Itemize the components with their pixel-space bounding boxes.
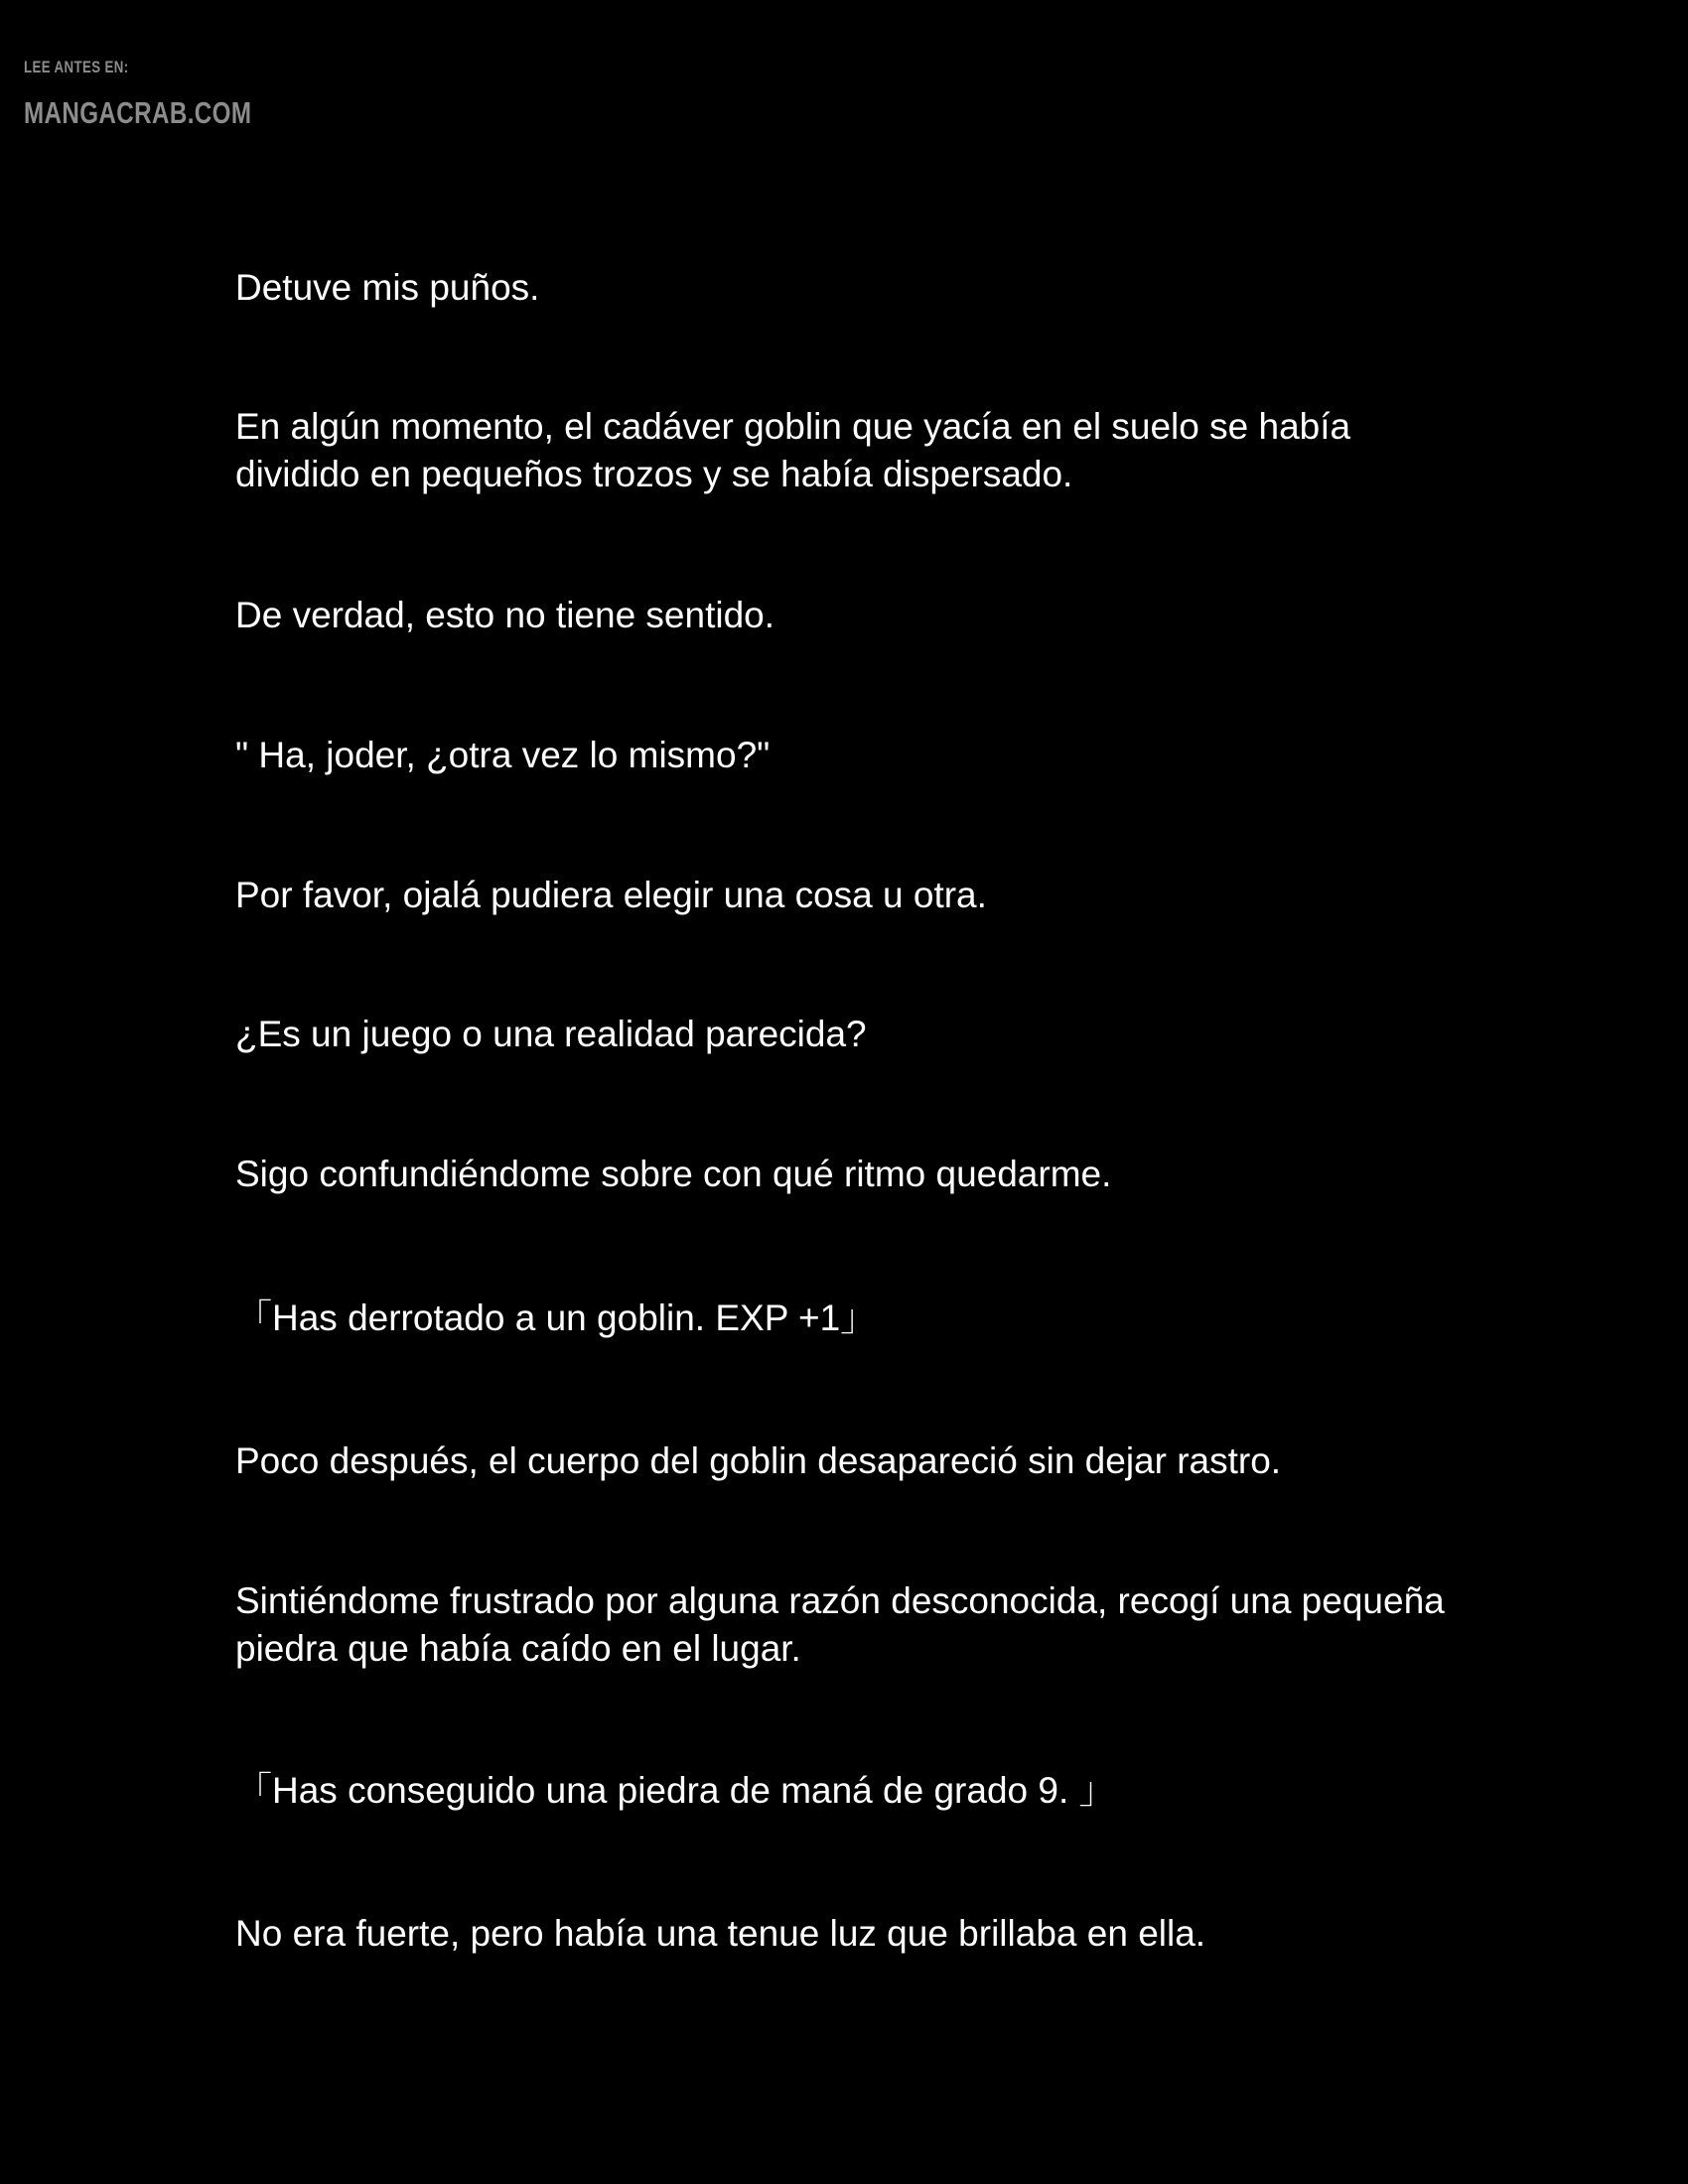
watermark-site: MANGACRAB.COM [24,95,252,130]
paragraph-10: Sintiéndome frustrado por alguna razón desconocida, recogí una pequeña piedra que había caído en el lugar. [235,1580,1445,1669]
paragraph-6: ¿Es un juego o una realidad parecida? [235,1014,867,1054]
paragraph-3: De verdad, esto no tiene sentido. [235,595,775,635]
watermark [24,58,316,131]
watermark-prefix: LEE ANTES EN: [24,58,129,76]
paragraph-5: Por favor, ojalá pudiera elegir una cosa u otra. [235,875,987,915]
paragraph-7: Sigo confundiéndome sobre con qué ritmo quedarme. [235,1154,1112,1194]
paragraph-4: " Ha, joder, ¿otra vez lo mismo?" [235,735,771,775]
paragraph-1: Detuve mis puños. [235,267,540,308]
paragraph-11: 「Has conseguido una piedra de maná de grado 9. 」 [235,1770,1116,1811]
paragraph-12: No era fuerte, pero había una tenue luz que brillaba en ella. [235,1913,1206,1954]
paragraph-2: En algún momento, el cadáver goblin que yacía en el suelo se había dividido en pequeños trozos y se había dispersado. [235,406,1351,494]
paragraph-9: Poco después, el cuerpo del goblin desapareció sin dejar rastro. [235,1440,1282,1481]
paragraph-8: 「Has derrotado a un goblin. EXP +1」 [235,1297,878,1338]
